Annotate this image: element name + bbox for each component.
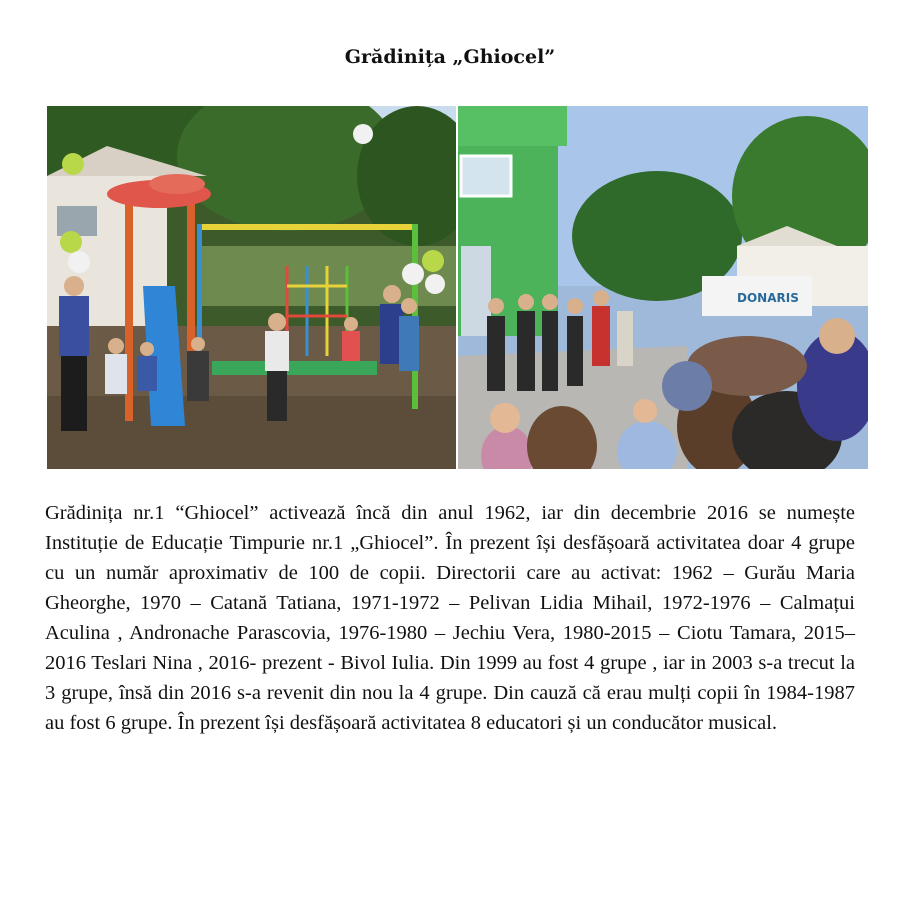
photo-collage xyxy=(47,106,868,469)
page-title: Grădinița „Ghiocel” xyxy=(344,46,556,68)
body-paragraph: Grădinița nr.1 “Ghiocel” activează încă din anul 1962, iar din decembrie 2016 se numește Instituție de Educație Timpurie nr.1 „Ghiocel”. În prezent își desfășoară activitatea doar 4 grupe cu un număr aproximativ de 100 de copii. Directorii care au activat: 1962 – Gurău Maria Gheorghe, 1970 – Catană Tatiana, 1971-1972 – Pelivan Lidia Mihail, 1972-1976 – Calmațui Aculina , Andronache Parascovia, 1976-1980 – Jechiu Vera, 1980-2015 – Ciotu Tamara, 2015–2016 Teslari Nina , 2016- prezent - Bivol Iulia. Din 1999 au fost 4 grupe , iar in 2003 s-a trecut la 3 grupe, însă din 2016 s-a revenit din nou la 4 grupe. Din cauză că erau mulți copii în 1984-1987 au fost 6 grupe. În prezent își desfășoară activitatea 8 educatori și un conducător musical. xyxy=(45,502,855,734)
playground-photo xyxy=(47,106,477,469)
ceremony-photo xyxy=(458,106,868,469)
donaris-banner: DONARIS xyxy=(737,291,799,305)
